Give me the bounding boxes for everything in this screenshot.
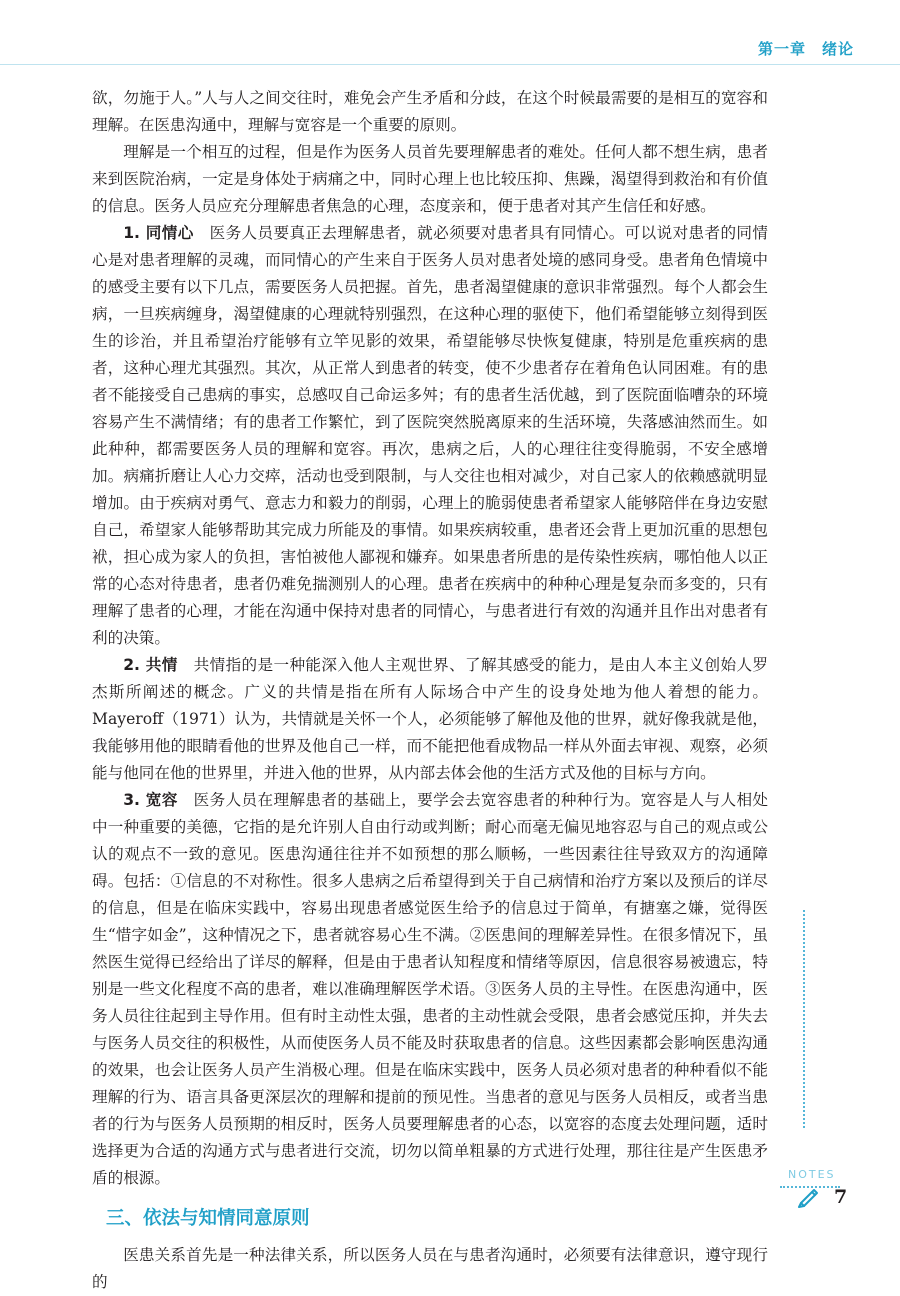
paragraph-legal: 医患关系首先是一种法律关系，所以医务人员在与患者沟通时，必须要有法律意识，遵守现行的 — [92, 1246, 768, 1291]
header-divider — [0, 64, 900, 65]
empathy-text: 共情指的是一种能深入他人主观世界、了解其感受的能力，是由人本主义创始人罗杰斯所阐述的概念。广义的共情是指在所有人际场合中产生的设身处地为他人着想的能力。Mayeroff（1971）认为，共情就是关怀一个人，必须能够了解他及他的世界，就好像我就是他，我能够用他的眼睛看他的世界及他自己一样，而不能把他看成物品一样从外面去审视、观察，必须能与他同在他的世界里，并进入他的世界，从内部去体会他的生活方式及他的目标与方向。 — [92, 656, 768, 782]
paragraph-tolerance — [92, 787, 768, 1192]
point-heading-tolerance: 3. 宽容 — [123, 791, 178, 809]
notes-label: NOTES — [788, 1168, 836, 1181]
paragraph-empathy — [92, 652, 768, 787]
page-body — [92, 85, 768, 1296]
pen-icon — [796, 1184, 820, 1208]
page-number: 7 — [834, 1186, 848, 1208]
paragraph-sympathy — [92, 220, 768, 652]
point-heading-empathy: 2. 共情 — [123, 656, 178, 674]
chapter-header: 第一章 绪论 — [757, 40, 854, 58]
paragraph-continuation: 欲，勿施于人。”人与人之间交往时，难免会产生矛盾和分歧，在这个时候最需要的是相互的宽容和理解。在医患沟通中，理解与宽容是一个重要的原则。 — [92, 89, 768, 134]
tolerance-text: 医务人员在理解患者的基础上，要学会去宽容患者的种种行为。宽容是人与人相处中一种重要的美德，它指的是允许别人自由行动或判断；耐心而毫无偏见地容忍与自己的观点或公认的观点不一致的意见。医患沟通往往并不如预想的那么顺畅，一些因素往往导致双方的沟通障碍。包括：①信息的不对称性。很多人患病之后希望得到关于自己病情和治疗方案以及预后的详尽的信息，但是在临床实践中，容易出现患者感觉医生给予的信息过于简单，有搪塞之嫌，觉得医生“惜字如金”，这种情况之下，患者就容易心生不满。②医患间的理解差异性。在很多情况下，虽然医生觉得已经给出了详尽的解释，但是由于患者认知程度和情绪等原因，信息很容易被遗忘，特别是一些文化程度不高的患者，难以准确理解医学术语。③医务人员的主导性。在医患沟通中，医务人员往往起到主导作用。但有时主动性太强，患者的主动性就会受限，患者会感觉压抑，并失去与医务人员交往的积极性，从而使医务人员不能及时获取患者的信息。这些因素都会影响医患沟通的效果，也会让医务人员产生消极心理。但是在临床实践中，医务人员必须对患者的种种看似不能理解的行为、语言具备更深层次的理解和提前的预见性。当患者的意见与医务人员相反，或者当患者的行为与医务人员预期的相反时，医务人员要理解患者的心态，以宽容的态度去处理问题，适时选择更为合适的沟通方式与患者进行交流，切勿以简单粗暴的方式进行处理，那往往是产生医患矛盾的根源。 — [92, 791, 768, 1187]
point-heading-sympathy: 1. 同情心 — [123, 224, 194, 242]
sympathy-text: 医务人员要真正去理解患者，就必须要对患者具有同情心。可以说对患者的同情心是对患者理解的灵魂，而同情心的产生来自于医务人员对患者处境的感同身受。患者角色情境中的感受主要有以下几点，需要医务人员把握。首先，患者渴望健康的意识非常强烈。每个人都会生病，一旦疾病缠身，渴望健康的心理就特别强烈，在这种心理的驱使下，他们希望能够立刻得到医生的诊治，并且希望治疗能够有立竿见影的效果，希望能够尽快恢复健康，特别是危重疾病的患者，这种心理尤其强烈。其次，从正常人到患者的转变，使不少患者存在着角色认同困难。有的患者不能接受自己患病的事实，总感叹自己命运多舛；有的患者生活优越，到了医院面临嘈杂的环境容易产生不满情绪；有的患者工作繁忙，到了医院突然脱离原来的生活环境，失落感油然而生。如此种种，都需要医务人员的理解和宽容。再次，患病之后，人的心理往往变得脆弱，不安全感增加。病痛折磨让人心力交瘁，活动也受到限制，与人交往也相对减少，对自己家人的依赖感就明显增加。由于疾病对勇气、意志力和毅力的削弱，心理上的脆弱使患者希望家人能够陪伴在身边安慰自己，希望家人能够帮助其完成力所能及的事情。如果疾病较重，患者还会背上更加沉重的思想包袱，担心成为家人的负担，害怕被他人鄙视和嫌弃。如果患者所患的是传染性疾病，哪怕他人以正常的心态对待患者，患者仍难免揣测别人的心理。患者在疾病中的种种心理是复杂而多变的，只有理解了患者的心理，才能在沟通中保持对患者的同情心，与患者进行有效的沟通并且作出对患者有利的决策。 — [92, 224, 768, 647]
notes-margin-dotted-line — [803, 910, 805, 1128]
section-heading: 三、依法与知情同意原则 — [106, 1208, 310, 1229]
paragraph-understanding: 理解是一个相互的过程，但是作为医务人员首先要理解患者的难处。任何人都不想生病，患者来到医院治病，一定是身体处于病痛之中，同时心理上也比较压抑、焦躁，渴望得到救治和有价值的信息。医务人员应充分理解患者焦急的心理，态度亲和，便于患者对其产生信任和好感。 — [92, 143, 768, 215]
